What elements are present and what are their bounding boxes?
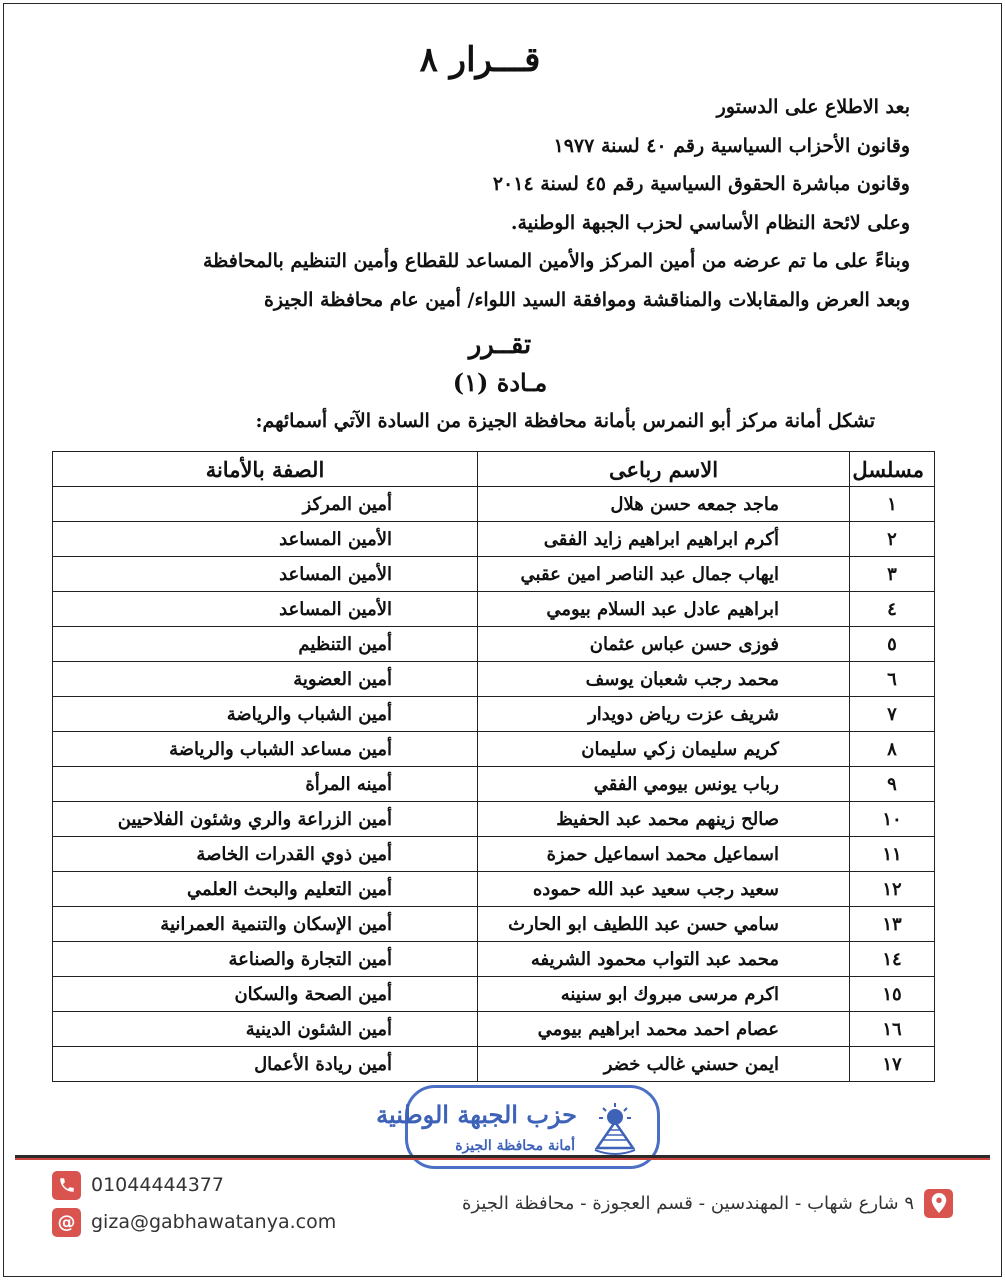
row-role: أمين التنظيم <box>53 627 478 662</box>
row-name: سعيد رجب سعيد عبد الله حموده <box>478 872 850 907</box>
row-name: أكرم ابراهيم ابراهيم زايد الفقى <box>478 522 850 557</box>
table-row <box>53 942 935 977</box>
stamp-sub-label: أمانة محافظة الجيزة <box>455 1138 575 1154</box>
row-serial: ١ <box>850 487 935 522</box>
at-sign-icon: @ <box>52 1208 81 1237</box>
row-role: الأمين المساعد <box>53 557 478 592</box>
decree-title: قـــرار ٨ <box>419 40 541 80</box>
phone-number: 01044444377 <box>91 1174 224 1196</box>
row-role: أمينه المرأة <box>53 767 478 802</box>
row-role: أمين الزراعة والري وشئون الفلاحيين <box>53 802 478 837</box>
row-serial: ٨ <box>850 732 935 767</box>
table-row <box>53 732 935 767</box>
row-name: فوزى حسن عباس عثمان <box>478 627 850 662</box>
phone-icon <box>52 1171 81 1200</box>
row-role: أمين ريادة الأعمال <box>53 1047 478 1082</box>
row-serial: ١٢ <box>850 872 935 907</box>
article-intro: تشكل أمانة مركز أبو النمرس بأمانة محافظة الجيزة من السادة الآتي أسمائهم: <box>255 410 875 432</box>
row-role: أمين التعليم والبحث العلمي <box>53 872 478 907</box>
preamble-line: بعد الاطلاع على الدستور <box>716 96 910 118</box>
row-serial: ١٧ <box>850 1047 935 1082</box>
row-name: عصام احمد محمد ابراهيم بيومي <box>478 1012 850 1047</box>
table-row <box>53 907 935 942</box>
table-row <box>53 1012 935 1047</box>
row-role: أمين الصحة والسكان <box>53 977 478 1012</box>
row-name: اسماعيل محمد اسماعيل حمزة <box>478 837 850 872</box>
decides-heading: تقــرر <box>468 330 532 360</box>
row-name: سامي حسن عبد اللطيف ابو الحارث <box>478 907 850 942</box>
table-row <box>53 522 935 557</box>
row-name: محمد عبد التواب محمود الشريفه <box>478 942 850 977</box>
table-row <box>53 487 935 522</box>
row-name: اكرم مرسى مبروك ابو سنينه <box>478 977 850 1012</box>
row-name: ابراهيم عادل عبد السلام بيومي <box>478 592 850 627</box>
row-name: شريف عزت رياض دويدار <box>478 697 850 732</box>
row-role: أمين الإسكان والتنمية العمرانية <box>53 907 478 942</box>
row-role: أمين الشئون الدينية <box>53 1012 478 1047</box>
members-table <box>52 451 935 1082</box>
row-name: كريم سليمان زكي سليمان <box>478 732 850 767</box>
table-row <box>53 872 935 907</box>
row-serial: ١١ <box>850 837 935 872</box>
row-serial: ٦ <box>850 662 935 697</box>
row-name: ايمن حسني غالب خضر <box>478 1047 850 1082</box>
row-name: صالح زينهم محمد عبد الحفيظ <box>478 802 850 837</box>
row-role: أمين العضوية <box>53 662 478 697</box>
preamble-line: وبعد العرض والمقابلات والمناقشة وموافقة السيد اللواء/ أمين عام محافظة الجيزة <box>263 288 910 311</box>
preamble-line: وعلى لائحة النظام الأساسي لحزب الجبهة الوطنية. <box>510 211 910 234</box>
table-row <box>53 802 935 837</box>
row-role: أمين الشباب والرياضة <box>53 697 478 732</box>
row-serial: ٤ <box>850 592 935 627</box>
party-logo-icon <box>587 1100 643 1156</box>
row-role: الأمين المساعد <box>53 522 478 557</box>
preamble-line: وقانون الأحزاب السياسية رقم ٤٠ لسنة ١٩٧٧ <box>553 134 910 157</box>
preamble-line: وقانون مباشرة الحقوق السياسية رقم ٤٥ لسنة ٢٠١٤ <box>492 173 910 195</box>
row-role: الأمين المساعد <box>53 592 478 627</box>
table-row <box>53 627 935 662</box>
row-role: أمين المركز <box>53 487 478 522</box>
row-name: ماجد جمعه حسن هلال <box>478 487 850 522</box>
row-name: رباب يونس بيومي الفقي <box>478 767 850 802</box>
article-heading: مـادة (١) <box>452 368 548 397</box>
row-serial: ٩ <box>850 767 935 802</box>
table-row <box>53 977 935 1012</box>
footer-phone <box>52 1170 224 1200</box>
table-row <box>53 592 935 627</box>
preamble-line: وبناءً على ما تم عرضه من أمين المركز والأمين المساعد للقطاع وأمين التنظيم بالمحافظة <box>202 250 910 272</box>
table-row <box>53 767 935 802</box>
row-serial: ١٦ <box>850 1012 935 1047</box>
row-serial: ٧ <box>850 697 935 732</box>
table-row <box>53 662 935 697</box>
header-name: الاسم رباعى <box>478 452 850 487</box>
row-serial: ٢ <box>850 522 935 557</box>
row-role: أمين ذوي القدرات الخاصة <box>53 837 478 872</box>
footer-email <box>52 1207 336 1237</box>
footer-address <box>462 1187 953 1219</box>
header-serial: مسلسل <box>850 452 935 487</box>
table-header-row <box>53 452 935 487</box>
map-pin-icon <box>924 1189 953 1218</box>
footer-divider-accent <box>15 1158 990 1160</box>
email-address: giza@gabhawatanya.com <box>91 1211 337 1233</box>
row-serial: ٣ <box>850 557 935 592</box>
preamble <box>202 88 910 319</box>
row-role: أمين مساعد الشباب والرياضة <box>53 732 478 767</box>
table-row <box>53 697 935 732</box>
stamp-party-name: حزب الجبهة الوطنية <box>376 1100 577 1129</box>
row-serial: ١٥ <box>850 977 935 1012</box>
row-serial: ١٠ <box>850 802 935 837</box>
address-text: ٩ شارع شهاب - المهندسين - قسم العجوزة - محافظة الجيزة <box>462 1192 914 1214</box>
row-name: محمد رجب شعبان يوسف <box>478 662 850 697</box>
row-serial: ٥ <box>850 627 935 662</box>
header-role: الصفة بالأمانة <box>53 452 478 487</box>
table-row <box>53 1047 935 1082</box>
table-row <box>53 557 935 592</box>
row-serial: ١٤ <box>850 942 935 977</box>
table-row <box>53 837 935 872</box>
table-body <box>53 487 935 1082</box>
row-role: أمين التجارة والصناعة <box>53 942 478 977</box>
row-name: ايهاب جمال عبد الناصر امين عقبي <box>478 557 850 592</box>
row-serial: ١٣ <box>850 907 935 942</box>
